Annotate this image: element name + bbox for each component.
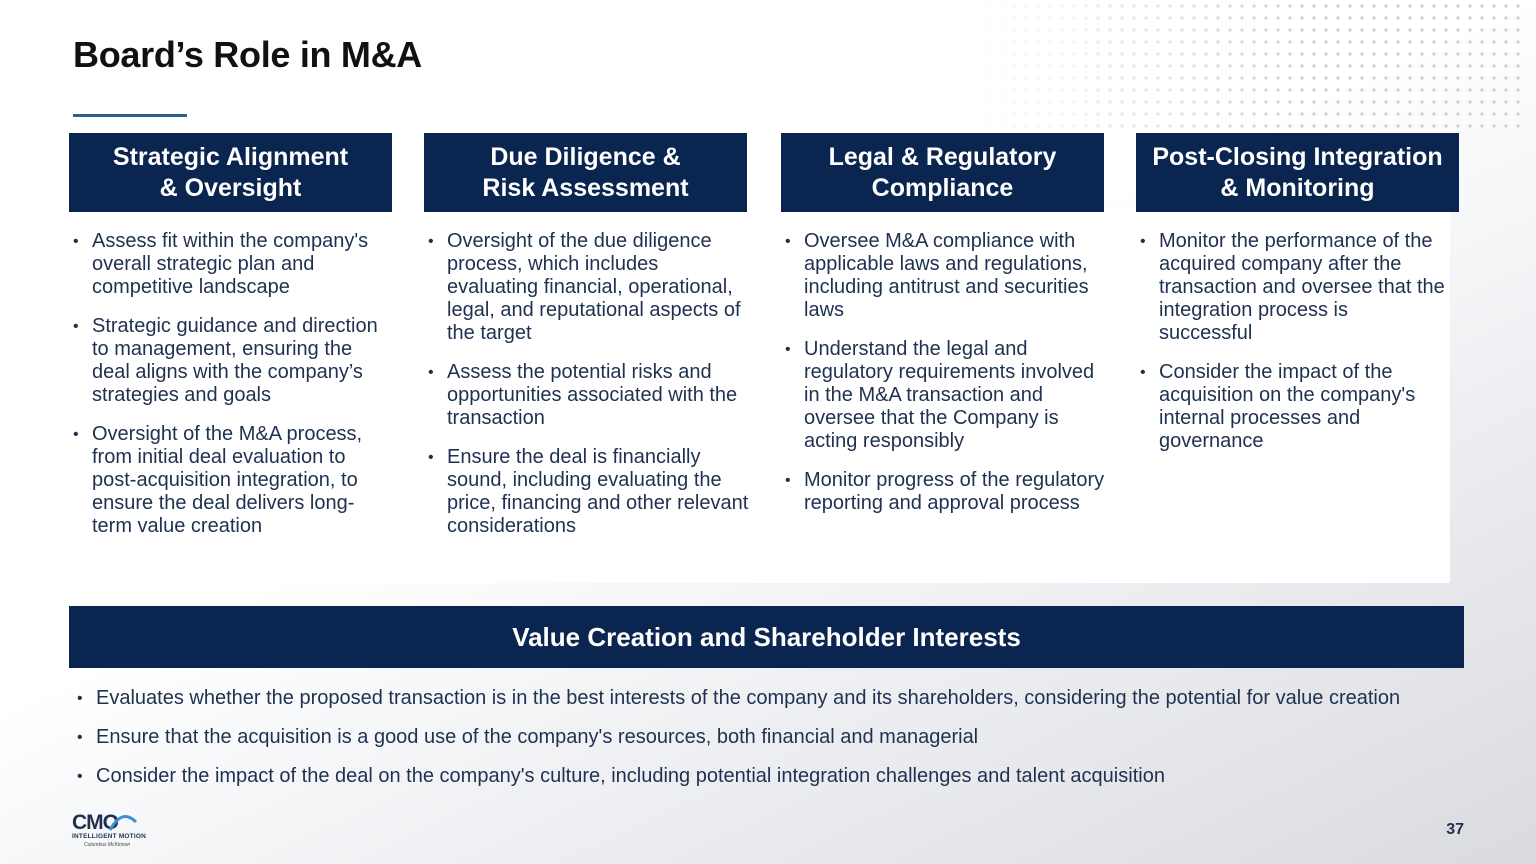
bullet-item: • Understand the legal and regulatory requirements involved in the M&A transaction and oversee that the Company is acting responsibly [781, 338, 1109, 453]
bullet-item: • Assess the potential risks and opportunities associated with the transaction [424, 361, 754, 430]
cmo-logo-icon [72, 810, 140, 832]
logo-tagline: INTELLIGENT MOTION [72, 833, 147, 840]
column-strategic-alignment [69, 133, 392, 554]
bullet-item: • Ensure that the acquisition is a good use of the company's resources, both financial and managerial [73, 726, 1433, 749]
bullet-item: • Assess fit within the company's overall strategic plan and competitive landscape [69, 230, 392, 299]
column-legal-regulatory [781, 133, 1104, 531]
bullet-item: • Oversight of the due diligence process, which includes evaluating financial, operational, legal, and reputational aspects of the target [424, 230, 754, 345]
title-underline [73, 114, 187, 117]
dot-pattern-decoration [960, 0, 1520, 130]
column-post-closing [1136, 133, 1459, 469]
value-creation-bullet-list [73, 687, 1433, 804]
bullet-item: • Oversee M&A compliance with applicable laws and regulations, including antitrust and securities laws [781, 230, 1109, 322]
bullet-item: • Strategic guidance and direction to management, ensuring the deal aligns with the company’s strategies and goals [69, 315, 392, 407]
bullet-item: • Consider the impact of the deal on the company's culture, including potential integration challenges and talent acquisition [73, 765, 1433, 788]
bullet-item: • Evaluates whether the proposed transaction is in the best interests of the company and its shareholders, considering the potential for value creation [73, 687, 1433, 710]
bullet-item: • Monitor progress of the regulatory reporting and approval process [781, 469, 1109, 515]
bullet-item: • Ensure the deal is financially sound, including evaluating the price, financing and other relevant considerations [424, 446, 754, 538]
column-header: Strategic Alignment & Oversight [69, 133, 392, 212]
column-header: Due Diligence & Risk Assessment [424, 133, 747, 212]
column-bullet-list [424, 230, 754, 538]
page-number: 37 [1446, 821, 1464, 838]
logo-company-name: Columbus McKinnon [84, 842, 131, 848]
page-title: Board’s Role in M&A [73, 34, 422, 75]
column-due-diligence [424, 133, 747, 554]
column-bullet-list [69, 230, 392, 538]
company-logo [72, 810, 147, 850]
column-bullet-list [1136, 230, 1446, 453]
bullet-item: • Consider the impact of the acquisition on the company's internal processes and governance [1136, 361, 1446, 453]
column-header: Post-Closing Integration & Monitoring [1136, 133, 1459, 212]
column-header: Legal & Regulatory Compliance [781, 133, 1104, 212]
column-bullet-list [781, 230, 1109, 515]
bullet-item: • Monitor the performance of the acquired company after the transaction and oversee that the integration process is successful [1136, 230, 1446, 345]
bullet-item: • Oversight of the M&A process, from initial deal evaluation to post-acquisition integration, to ensure the deal delivers long-term value creation [69, 423, 392, 538]
svg-text:CMO: CMO [72, 811, 118, 832]
value-creation-header: Value Creation and Shareholder Interests [69, 606, 1464, 668]
